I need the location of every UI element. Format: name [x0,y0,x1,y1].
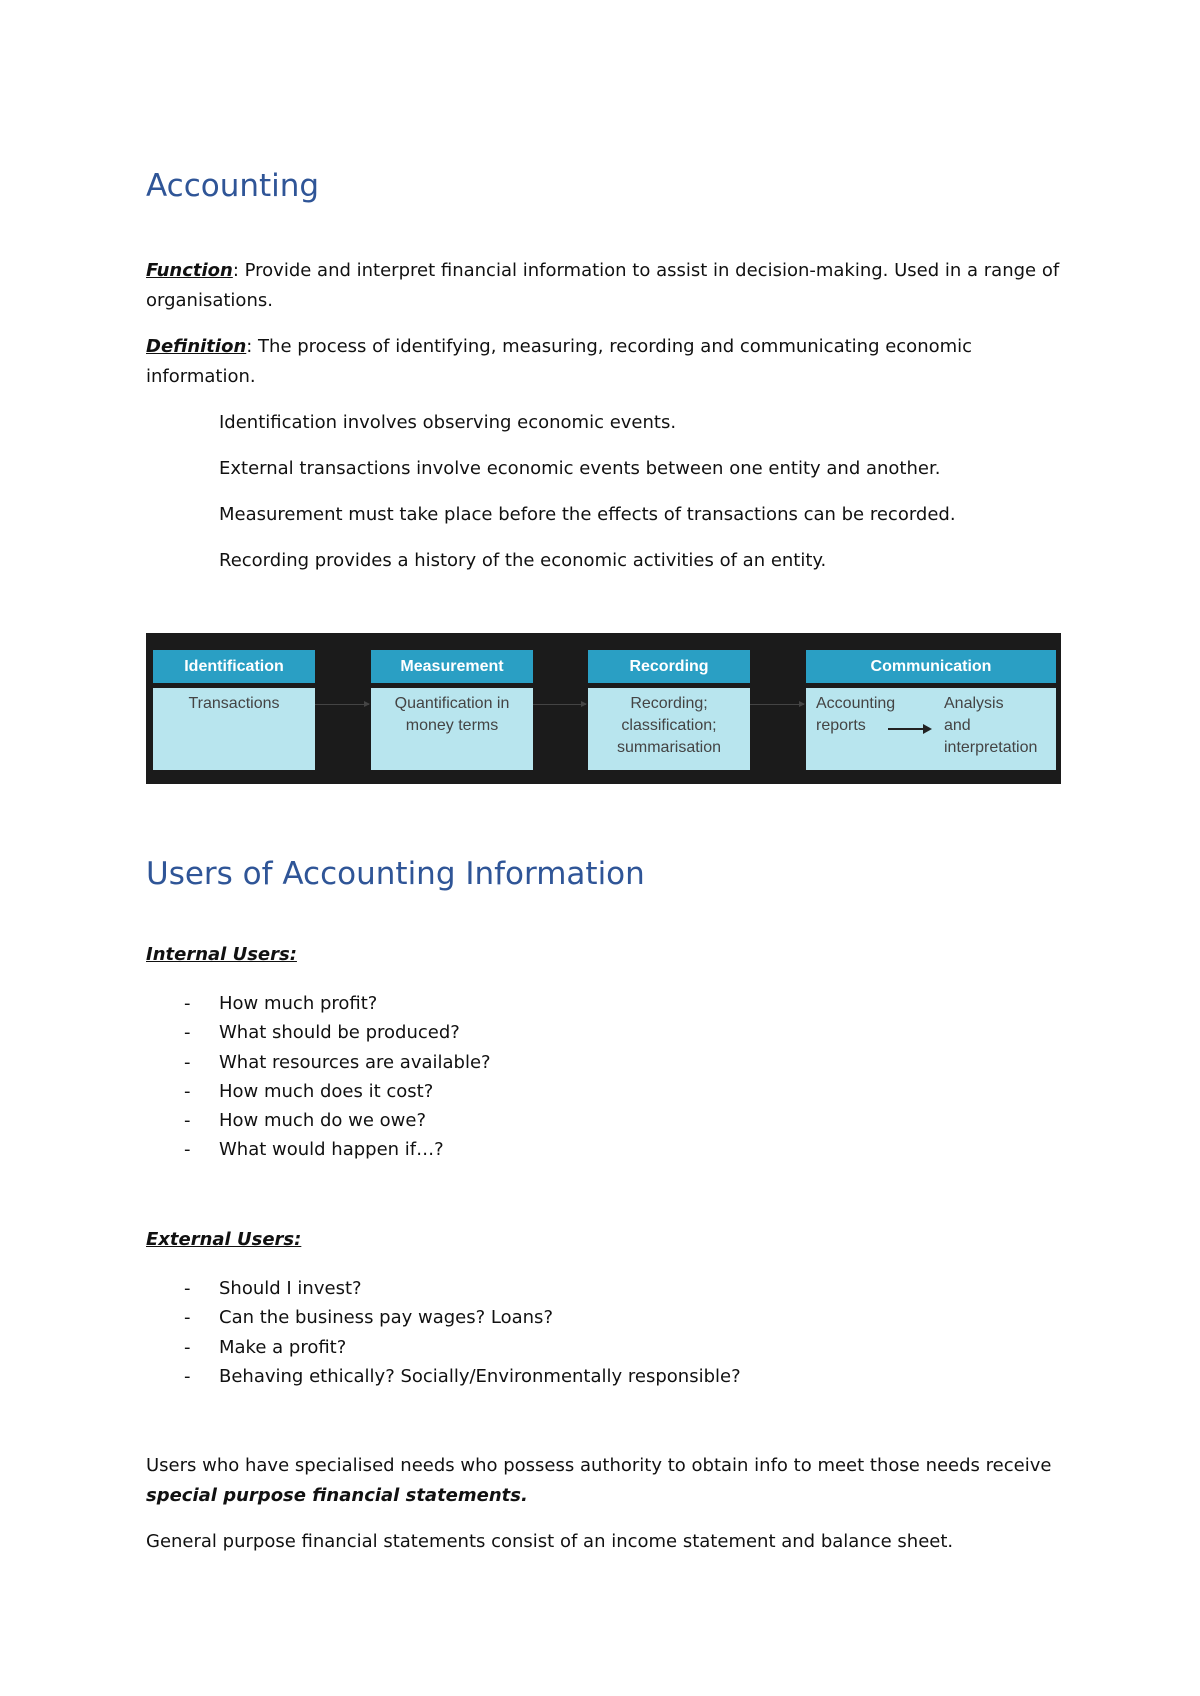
dash-bullet: - [184,1080,191,1102]
diagram-arrow-2 [533,704,586,705]
section-title-users: Users of Accounting Information [146,856,645,892]
list-item-text: Behaving ethically? Socially/Environmentally responsible? [219,1365,741,1387]
point-measurement: Measurement must take place before the effects of transactions can be recorded. [219,504,956,525]
dash-bullet: - [184,1110,191,1132]
diagram-body-communication [806,688,1056,770]
diagram-analysis-interpretation: Analysis and interpretation [944,695,1038,756]
list-item [146,1018,491,1047]
diagram-arrow-1 [315,704,369,705]
list-item-text: What resources are available? [219,1051,491,1073]
dash-bullet: - [184,1336,191,1358]
dash-bullet: - [184,1051,191,1073]
dash-bullet: - [184,993,191,1014]
list-item-text: Should I invest? [219,1278,362,1299]
diagram-body-recording: Recording; classification; summarisation [588,688,750,770]
external-users-label: External Users: [146,1229,302,1250]
section-title-accounting: Accounting [146,168,320,204]
diagram-header-recording: Recording [588,650,750,683]
list-item [146,1362,741,1391]
diagram-arrow-3 [750,704,804,705]
definition-text: : The process of identifying, measuring, recording and communicating economic information. [146,336,973,387]
function-paragraph [146,256,1076,316]
list-item-text: Make a profit? [219,1336,347,1358]
list-item [146,1135,491,1164]
function-text: : Provide and interpret financial information to assist in decision-making. Used in a range of organisations. [146,260,1060,311]
dash-bullet: - [184,1365,191,1387]
list-item [146,1077,491,1106]
special-purpose-text: Users who have specialised needs who possess authority to obtain info to meet those needs receive [146,1455,1052,1476]
special-purpose-paragraph [146,1451,1076,1511]
diagram-body-identification [153,688,315,770]
point-external-transactions: External transactions involve economic events between one entity and another. [219,458,941,479]
point-recording: Recording provides a history of the economic activities of an entity. [219,550,827,571]
special-purpose-emphasis: special purpose financial statements. [146,1485,528,1506]
definition-label: Definition [146,336,247,357]
internal-users-list [146,989,491,1165]
list-item-text: What would happen if…? [219,1139,444,1161]
list-item-text: How much do we owe? [219,1110,426,1132]
external-users-list [146,1274,741,1391]
list-item-text: What should be produced? [219,1022,460,1044]
list-item [146,1048,491,1077]
list-item [146,1106,491,1135]
diagram-body-identification-text: Transactions [188,695,280,712]
list-item [146,1303,741,1332]
list-item [146,1274,741,1303]
general-purpose-paragraph: General purpose financial statements consist of an income statement and balance sheet. [146,1531,954,1552]
diagram-accounting-reports: Accounting reports [816,695,896,734]
dash-bullet: - [184,1139,191,1161]
diagram-header-identification: Identification [153,650,315,683]
dash-bullet: - [184,1022,191,1044]
list-item [146,989,491,1018]
diagram-header-measurement: Measurement [371,650,533,683]
list-item [146,1333,741,1362]
list-item-text: How much does it cost? [219,1080,434,1102]
dash-bullet: - [184,1307,191,1329]
definition-paragraph [146,332,1076,392]
list-item-text: Can the business pay wages? Loans? [219,1307,553,1329]
diagram-body-measurement: Quantification in money terms [371,688,533,770]
list-item-text: How much profit? [219,993,378,1014]
accounting-process-diagram [146,633,1061,784]
point-identification: Identification involves observing economic events. [219,412,677,433]
diagram-header-communication: Communication [806,650,1056,683]
dash-bullet: - [184,1278,191,1299]
internal-users-label: Internal Users: [146,944,297,965]
diagram-arrow-right-icon [888,728,930,730]
function-label: Function [146,260,233,281]
